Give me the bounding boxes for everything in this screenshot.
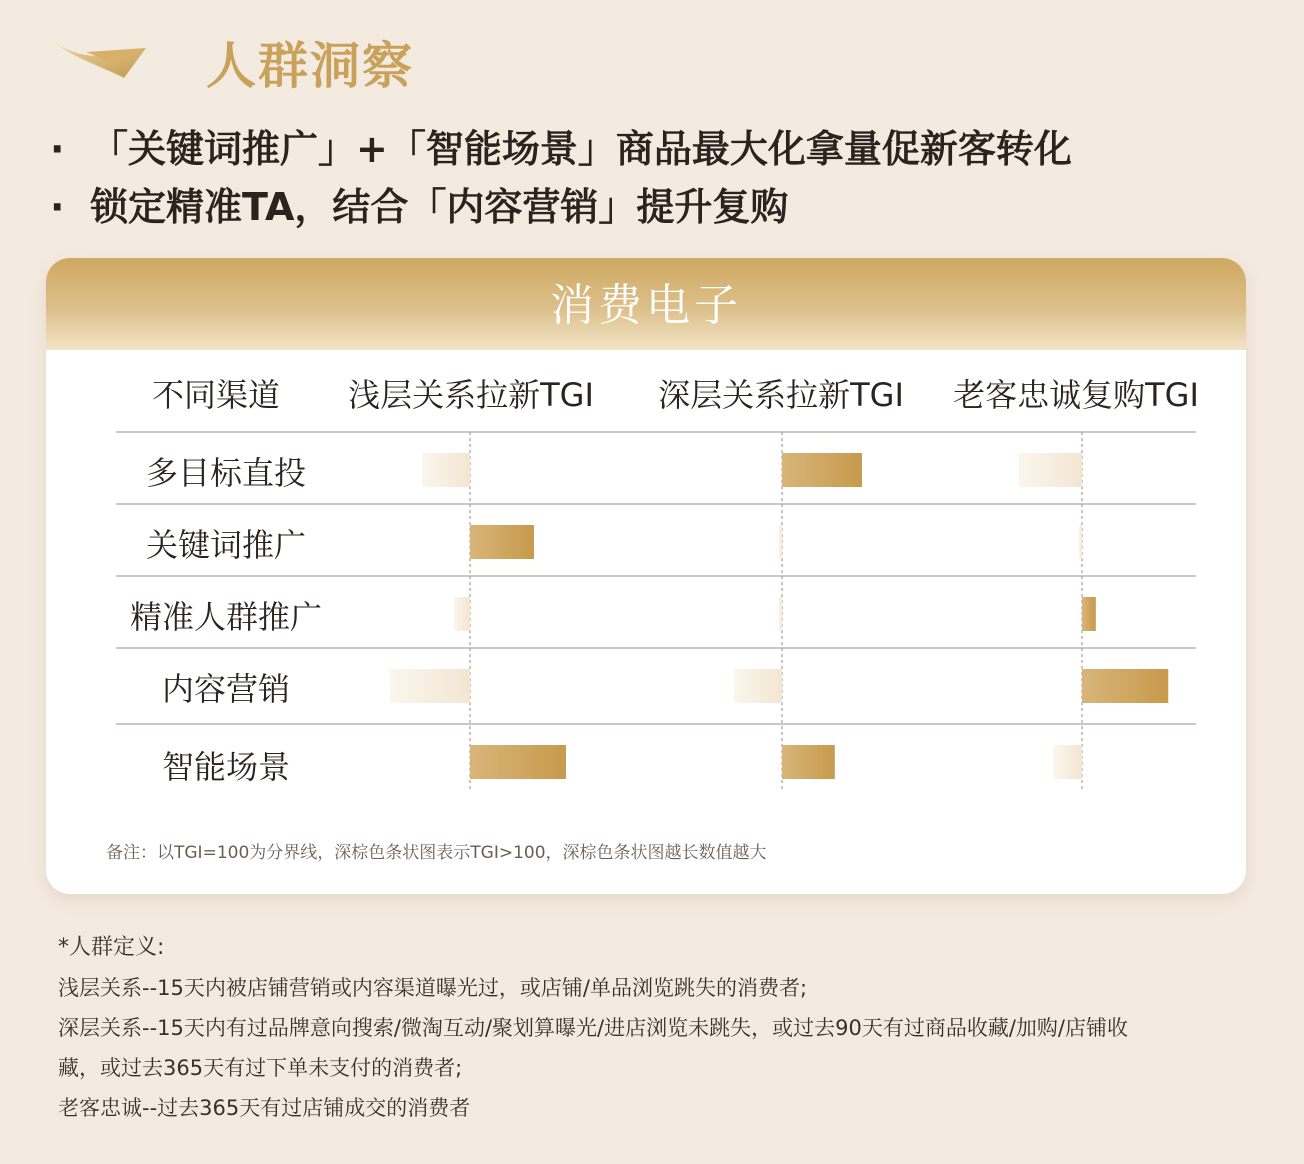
- bar-below-baseline: [390, 669, 470, 703]
- row-label: 精准人群推广: [129, 598, 322, 636]
- bullet-marker: ·: [50, 127, 65, 171]
- definitions: [58, 928, 1278, 1128]
- bar-below-baseline: [422, 453, 470, 487]
- definitions-title: *人群定义:: [58, 935, 165, 960]
- bar-above-baseline: [1082, 597, 1096, 631]
- definition-line: 浅层关系--15天内被店铺营销或内容渠道曝光过，或店铺/单品浏览跳失的消费者;: [58, 976, 808, 1000]
- bar-below-baseline: [1079, 525, 1082, 559]
- bullet-item: [50, 178, 1072, 236]
- definition-line: 藏，或过去365天有过下单未支付的消费者;: [58, 1056, 463, 1080]
- bullet-list: [50, 120, 1072, 236]
- series-header-loyal: 老客忠诚复购TGI: [953, 376, 1199, 414]
- row-label: 关键词推广: [145, 526, 306, 564]
- row-label: 内容营销: [161, 670, 290, 708]
- bar-above-baseline: [782, 745, 835, 779]
- bar-below-baseline: [779, 525, 782, 559]
- bar-below-baseline: [454, 597, 470, 631]
- page-title: 人群洞察: [206, 37, 414, 95]
- series-header-deep: 深层关系拉新TGI: [658, 376, 904, 414]
- definition-line: 老客忠诚--过去365天有过店铺成交的消费者: [58, 1096, 471, 1120]
- bar-above-baseline: [782, 453, 862, 487]
- bar-below-baseline: [734, 669, 782, 703]
- chart-card: [46, 258, 1246, 894]
- bars-plot-area: [46, 350, 1246, 830]
- row-label: 智能场景: [161, 748, 290, 786]
- row-label: 多目标直投: [145, 454, 306, 492]
- bar-below-baseline: [779, 597, 782, 631]
- bar-below-baseline: [1053, 745, 1082, 779]
- bar-above-baseline: [1082, 669, 1168, 703]
- bullet-marker: ·: [50, 185, 65, 229]
- series-header-shallow: 浅层关系拉新TGI: [348, 376, 594, 414]
- chart-note: 备注：以TGI=100为分界线，深棕色条状图表示TGI>100，深棕色条状图越长数值越大: [106, 843, 767, 863]
- bar-above-baseline: [470, 745, 566, 779]
- bar-below-baseline: [1019, 453, 1082, 487]
- bullet-text: 「关键词推广」+「智能场景」商品最大化拿量促新客转化: [90, 127, 1072, 171]
- bullet-item: [50, 120, 1072, 178]
- tgi-chart: [46, 350, 1246, 894]
- bullet-text: 锁定精准TA，结合「内容营销」提升复购: [90, 185, 789, 229]
- definition-line: 深层关系--15天内有过品牌意向搜索/微淘互动/聚划算曝光/进店浏览未跳失，或过去90天有过商品收藏/加购/店铺收: [58, 1016, 1128, 1040]
- brand-logo-icon: [46, 30, 156, 90]
- corner-label: 不同渠道: [151, 376, 280, 414]
- card-header: 消费电子: [46, 258, 1246, 350]
- bar-above-baseline: [470, 525, 534, 559]
